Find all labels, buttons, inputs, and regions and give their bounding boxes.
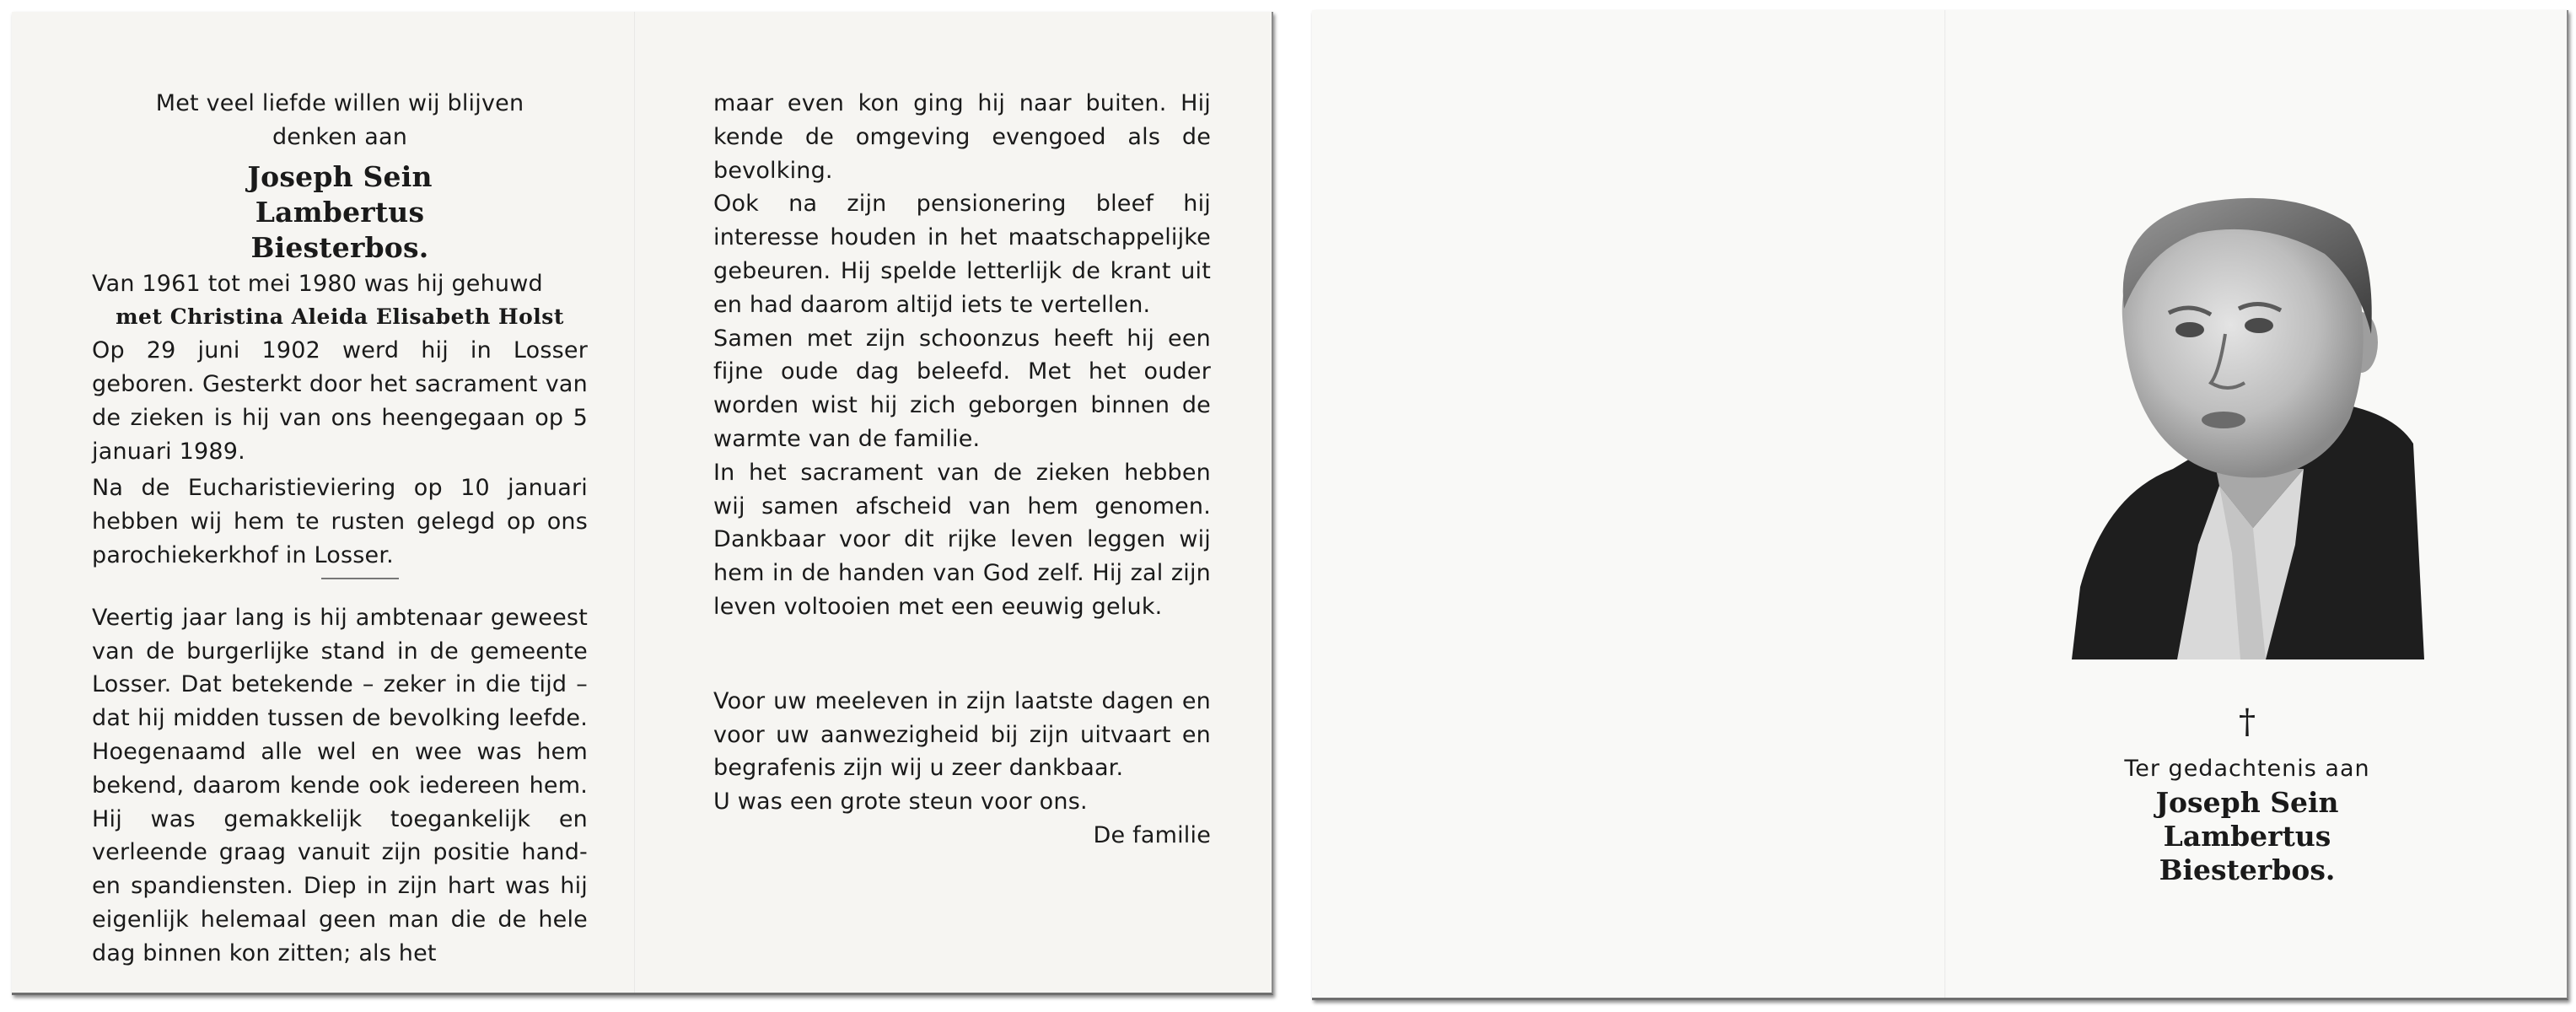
divider [321,578,399,579]
old-age-paragraph: Samen met zijn schoonzus heeft hij een fijne oude dag beleefd. Met het ouder worden wist hij zich geborgen binnen de warmte van de familie. [713,325,1211,452]
support-line: U was een grote steun voor ons. [713,789,1088,816]
right-text-column [713,87,1211,853]
deceased-name-front: Joseph Sein Lambertus Biesterbos. [2155,786,2339,886]
spouse-name: met Christina Aleida Elisabeth Holst [116,304,564,330]
marriage-line: Van 1961 tot mei 1980 was hij gehuwd [92,270,543,297]
memorial-card-inside [12,12,1273,995]
biography-paragraph: Veertig jaar lang is hij ambtenaar geweest van de burgerlijke stand in de gemeente Losser. Dat betekende – zeker in die tijd – dat hij midden tussen de bevolking leefde. Hoegenaamd alle wel en wee was hem bekend, daarom kende ook iedereen hem. Hij was gemakkelijk toegankelijk en verleende graag vanuit zijn positie hand- en spandiensten. Diep in zijn hart was hij eigenlijk helemaal geen man die de hele dag binnen kon zitten; als het [92,604,588,966]
thanks-paragraph: Voor uw meeleven in zijn laatste dagen en voor uw aanwezigheid bij zijn uitvaart en begrafenis zijn wij u zeer dankbaar. [713,687,1211,782]
cross-icon: † [2239,702,2256,741]
memorial-heading: Ter gedachtenis aan [2124,756,2370,782]
portrait-figure [2072,191,2424,659]
signature: De familie [1093,821,1211,848]
card-fold [634,12,636,993]
retirement-paragraph: Ook na zijn pensionering bleef hij interesse houden in het maatschappelijke gebeuren. Hij spelde letterlijk de krant uit en had daarom altijd iets te vertellen. [713,191,1211,318]
birth-death-paragraph: Op 29 juni 1902 werd hij in Losser geboren. Gesterkt door het sacrament van de zieken is hij van ons heengegaan op 5 januari 1989. [92,337,588,465]
burial-paragraph: Na de Eucharistieviering op 10 januari hebben wij hem te rusten gelegd op ons parochiekerkhof in Losser. [92,475,588,568]
farewell-paragraph: In het sacrament van de zieken hebben wij samen afscheid van hem genomen. Dankbaar voor dit rijke leven leggen wij hem in de handen van God zelf. Hij zal zijn leven voltooien met een eeuwig geluk. [713,459,1211,620]
outdoors-paragraph: maar even kon ging hij naar buiten. Hij kende de omgeving evengoed als de bevolking. [713,90,1211,184]
portrait-photo [2072,191,2424,659]
intro-text: Met veel liefde willen wij blijven denken aan [155,90,524,150]
left-text-column [92,87,588,971]
deceased-name: Joseph Sein Lambertus Biesterbos. [247,159,433,264]
card-fold [1944,10,1946,998]
